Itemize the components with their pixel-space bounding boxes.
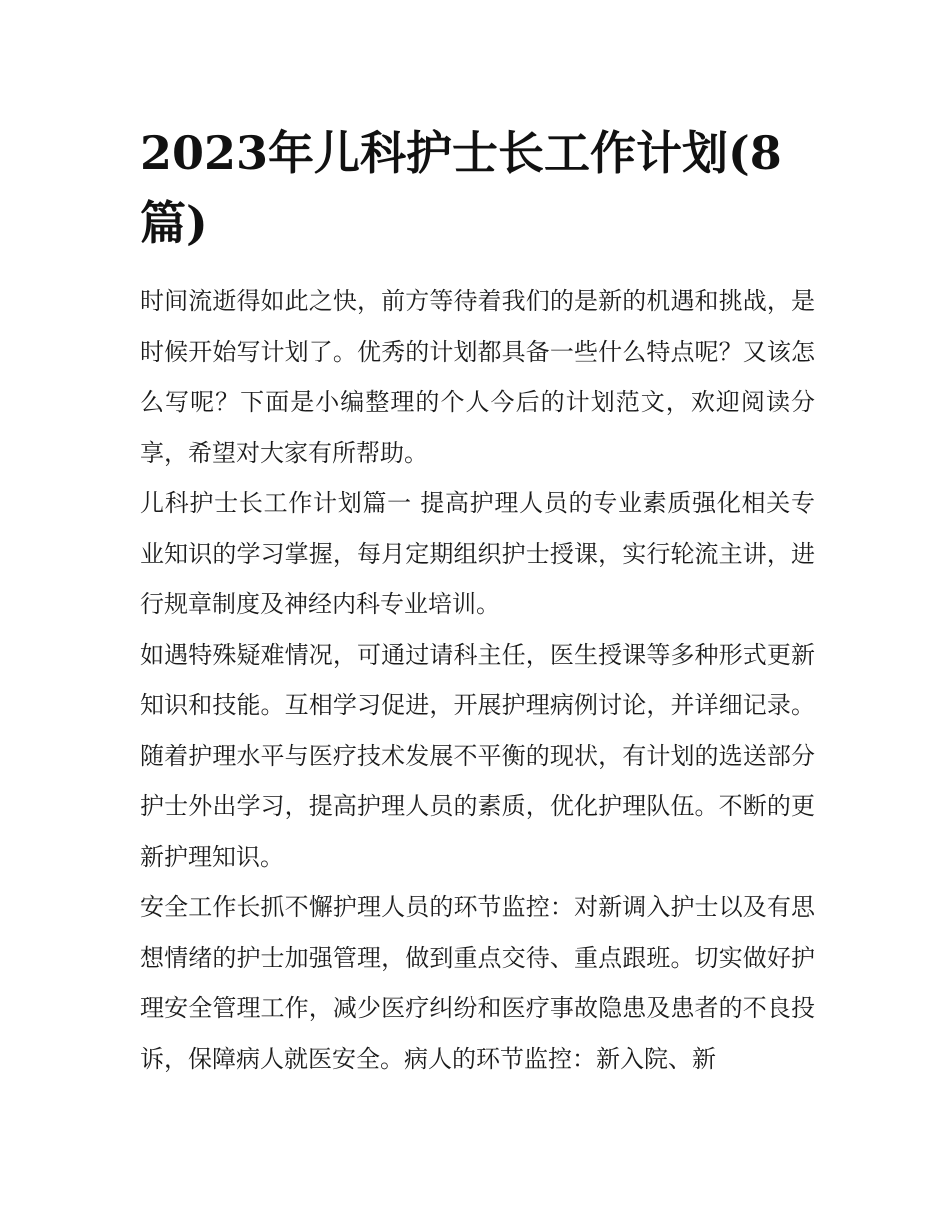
document-title: 2023年儿科护士长工作计划(8篇): [140, 126, 782, 250]
document-body: [140, 276, 815, 1084]
paragraph-training: 如遇特殊疑难情况，可通过请科主任，医生授课等多种形式更新知识和技能。互相学习促进，开展护理病例讨论，并详细记录。随着护理水平与医疗技术发展不平衡的现状，有计划的选送部分护士外出学习，提高护理人员的素质，优化护理队伍。不断的更新护理知识。: [140, 640, 815, 871]
paragraph-safety: 安全工作长抓不懈护理人员的环节监控：对新调入护士以及有思想情绪的护士加强管理，做到重点交待、重点跟班。切实做好护理安全管理工作，减少医疗纠纷和医疗事故隐患及患者的不良投诉，保障病人就医安全。病人的环节监控：新入院、新: [140, 893, 815, 1073]
paragraph-section-1: 儿科护士长工作计划篇一 提高护理人员的专业素质强化相关专业知识的学习掌握，每月定期组织护士授课，实行轮流主讲，进行规章制度及神经内科专业培训。: [140, 489, 815, 618]
paragraph-intro: 时间流逝得如此之快，前方等待着我们的是新的机遇和挑战，是时候开始写计划了。优秀的计划都具备一些什么特点呢？又该怎么写呢？下面是小编整理的个人今后的计划范文，欢迎阅读分享，希望对大家有所帮助。: [140, 287, 815, 467]
